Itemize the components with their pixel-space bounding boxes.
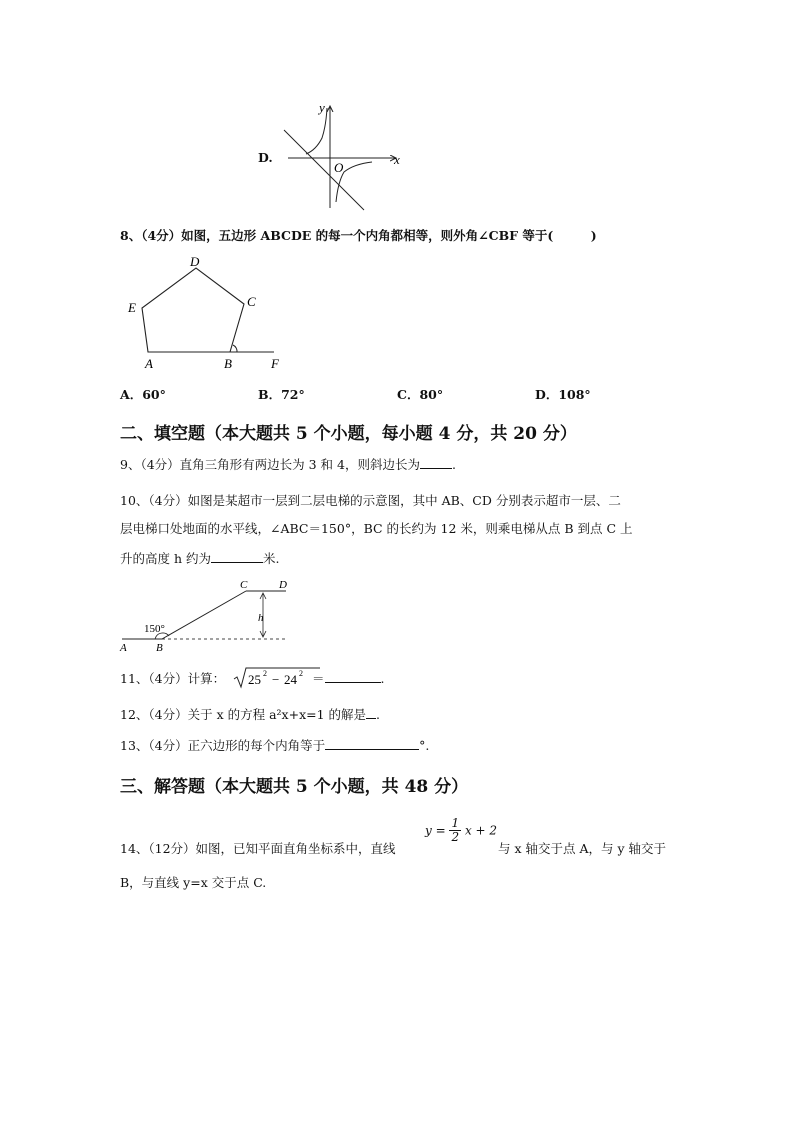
q11-exp-b: 2 xyxy=(299,669,303,678)
q14-post: 与 x 轴交于点 A，与 y 轴交于 xyxy=(498,841,667,856)
q11-eq: ＝ xyxy=(312,671,325,686)
line-bc xyxy=(162,591,246,639)
point-b-label: B xyxy=(224,356,232,371)
linear-function-line xyxy=(284,130,364,210)
point-f-label: F xyxy=(271,356,279,371)
point-d-label: D xyxy=(279,579,287,591)
point-b-label: B xyxy=(156,642,163,654)
q12 xyxy=(120,706,380,724)
q11-answer-blank xyxy=(325,670,381,683)
q14-fraction-num: 1 xyxy=(451,816,460,830)
q11-answer xyxy=(312,670,385,688)
q14-fraction-den: 2 xyxy=(451,830,460,844)
section-3-title: 三、解答题（本大题共 5 个小题，共 48 分） xyxy=(120,777,469,797)
x-axis-label: x xyxy=(394,152,400,167)
angle-cbf-arc xyxy=(233,345,237,352)
point-a-label: A xyxy=(120,642,127,654)
height-h-label: h xyxy=(258,612,264,624)
q10-line2: 层电梯口处地面的水平线，∠ABC＝150°，BC 的长约为 12 米，则乘电梯从点 B 到点 C 上 xyxy=(120,521,633,536)
q12-text: 12、（4分）关于 x 的方程 a²x+x=1 的解是 xyxy=(120,707,367,722)
q8-option-b: B．72° xyxy=(258,387,305,402)
point-c-label: C xyxy=(247,294,256,309)
q11-exp-a: 2 xyxy=(263,669,267,678)
point-c-label: C xyxy=(240,579,248,591)
y-axis-label: y xyxy=(319,100,325,115)
origin-label: O xyxy=(334,160,344,175)
q8-option-c: C．80° xyxy=(397,387,444,402)
q14-fraction xyxy=(449,817,461,844)
q10-line3 xyxy=(120,550,279,568)
q9-text: 9、（4分）直角三角形有两边长为 3 和 4，则斜边长为 xyxy=(120,457,420,472)
q9 xyxy=(120,456,456,474)
q10-line3-post: 米. xyxy=(263,551,280,566)
point-a-label: A xyxy=(145,356,153,371)
q9-answer-blank xyxy=(420,456,452,469)
q14-eq-right: x + 2 xyxy=(464,823,498,838)
q7-option-d-label: D. xyxy=(258,150,273,165)
q12-answer-blank xyxy=(366,706,376,719)
q13 xyxy=(120,737,429,755)
q9-end: . xyxy=(451,457,456,472)
q14-equation xyxy=(425,817,497,844)
q11-minus: − xyxy=(272,672,280,687)
point-d-label: D xyxy=(190,254,200,269)
pentagon-abcde xyxy=(142,268,244,352)
section-2-title: 二、填空题（本大题共 5 个小题，每小题 4 分，共 20 分） xyxy=(120,424,577,444)
q14-eq-left: y = xyxy=(425,823,446,838)
q8-option-d: D．108° xyxy=(535,387,591,402)
pentagon-figure xyxy=(120,252,300,374)
q8-text: 8、（4分）如图，五边形 ABCDE 的每一个内角都相等，则外角∠CBF 等于( ) xyxy=(120,228,597,243)
q14-pre: 14、（12分）如图，已知平面直角坐标系中，直线 xyxy=(120,841,396,856)
q13-end: °. xyxy=(419,738,430,753)
q14-line2: B，与直线 y=x 交于点 C. xyxy=(120,875,267,890)
q10-answer-blank xyxy=(211,550,263,563)
point-e-label: E xyxy=(128,300,136,315)
q10-line3-pre: 升的高度 h 约为 xyxy=(120,551,211,566)
q7-option-d-graph xyxy=(276,96,406,212)
escalator-figure xyxy=(118,576,293,656)
q10-line1: 10、（4分）如图是某超市一层到二层电梯的示意图，其中 AB、CD 分别表示超市一层、二 xyxy=(120,493,621,508)
q12-end: . xyxy=(376,707,380,722)
q11-base-b: 24 xyxy=(284,672,297,687)
q11-base-a: 25 xyxy=(248,672,261,687)
q11 xyxy=(120,670,225,688)
q13-text: 13、（4分）正六边形的每个内角等于 xyxy=(120,738,326,753)
q13-answer-blank xyxy=(325,737,419,750)
q8-option-a: A．60° xyxy=(120,387,166,402)
angle-label: 150° xyxy=(144,623,165,635)
q11-end: . xyxy=(380,671,385,686)
q11-pre: 11、（4分）计算： xyxy=(120,671,226,686)
